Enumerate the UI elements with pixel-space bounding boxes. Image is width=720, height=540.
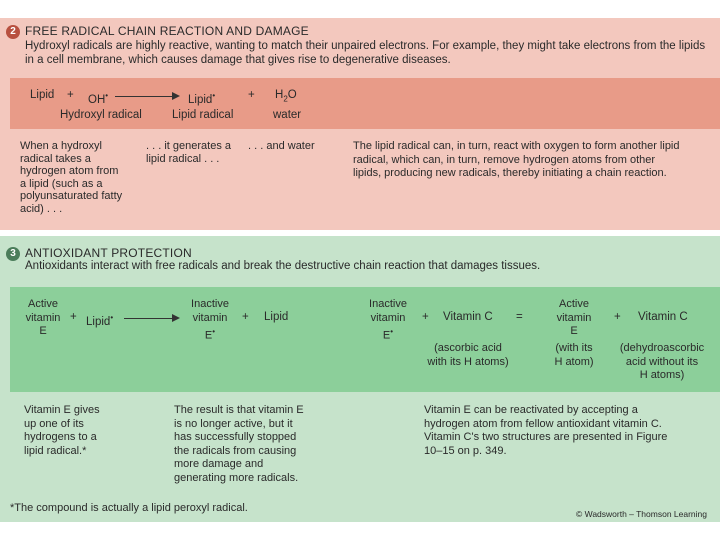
section-3-number: 3 (6, 247, 20, 261)
eq3-vitamin-c-2-note (612, 342, 712, 383)
eq3-active-vitamin-e-2 (548, 298, 600, 339)
eq3-line: vitamin (192, 311, 228, 324)
eq2-label-water: water (273, 109, 302, 121)
eq3-line: (ascorbic acid (434, 342, 502, 354)
note-line: When a hydroxyl (20, 140, 102, 152)
section-3-intro: Antioxidants interact with free radicals and break the destructive chain reaction that damages tissues. (25, 260, 541, 272)
radical-dot: • (390, 327, 394, 336)
eq3-line: E (39, 325, 47, 337)
note-line: acid) . . . (20, 202, 63, 215)
eq2-lipid: Lipid (30, 89, 55, 101)
eq3-line: (with its (555, 342, 593, 354)
eq3-vitamin-c-1: Vitamin C (443, 311, 493, 323)
eq2-plus-2: + (248, 89, 255, 101)
note-line: hydrogens to a (24, 431, 97, 443)
note-line: more damage and (174, 458, 264, 470)
note-line: lipid radical.* (24, 444, 87, 457)
eq3-line: vitamin (556, 311, 592, 324)
reaction-arrow-3 (124, 318, 178, 319)
eq3-line: with its H atoms) (427, 355, 509, 368)
section-3-heading: ANTIOXIDANT PROTECTION (25, 246, 192, 260)
eq3-line: Inactive (191, 298, 229, 310)
eq3-vitamin-c-1-note (420, 342, 516, 369)
eq3-line: vitamin (25, 311, 61, 324)
note-line: 10–15 on p. 349. (424, 444, 507, 457)
note-line: the radicals from causing (174, 444, 297, 457)
note-line: radical, which can, in turn, remove hydrogen atoms from other (353, 153, 656, 166)
note-line: Vitamin C's two structures are presented in Figure (424, 431, 668, 443)
note-line: polyunsaturated fatty (20, 190, 123, 202)
eq3-line: acid without its (625, 355, 699, 368)
eq3-line: Active (559, 298, 589, 310)
note-line: Vitamin E can be reactivated by accepting a (424, 404, 638, 416)
note-line: is no longer active, but it (174, 417, 293, 430)
reaction-arrow-2 (115, 96, 178, 97)
eq3-lipid: Lipid (264, 311, 289, 323)
section-2-intro-line2: in a cell membrane, which causes damage that gives rise to degenerative diseases. (25, 54, 451, 66)
note-line: hydrogen atom from (20, 165, 119, 177)
eq3-line: H atom) (554, 355, 594, 368)
eq3-plus-2: + (242, 311, 249, 323)
note-line: lipid radical . . . (146, 152, 220, 165)
note-line: . . . and water (248, 140, 315, 152)
eq3-inactive-vitamin-e-1 (184, 298, 236, 343)
eq2-plus-1: + (67, 89, 74, 101)
note-line: up one of its (24, 417, 84, 430)
note-line: radical takes a (20, 152, 91, 165)
eq3-line: vitamin (370, 311, 406, 324)
eq2-hydroxyl: OH• (88, 91, 109, 106)
eq3-line: E (204, 329, 213, 342)
section-2-heading: FREE RADICAL CHAIN REACTION AND DAMAGE (25, 24, 309, 38)
footnote: *The compound is actually a lipid peroxyl radical. (10, 502, 248, 514)
eq3-line: H atoms) (639, 369, 685, 381)
eq3-line: Inactive (369, 298, 407, 310)
eq3-plus-4: + (614, 311, 621, 323)
note-line: lipids, producing new radicals, thereby initiating a chain reaction. (353, 167, 667, 179)
eq2-label-lipid-radical: Lipid radical (172, 109, 234, 121)
note-line: The lipid radical can, in turn, react with oxygen to form another lipid (353, 140, 680, 152)
radical-dot: • (212, 327, 216, 336)
note-line: generating more radicals. (174, 471, 299, 484)
eq2-label-hydroxyl: Hydroxyl radical (60, 109, 142, 121)
eq2-water: $H_2O$ (275, 89, 297, 104)
note-line: The result is that vitamin E (174, 404, 304, 416)
eq3-line: E (570, 325, 578, 337)
note-line: . . . it generates a (146, 140, 231, 152)
eq3-plus-1: + (70, 311, 77, 323)
copyright-credit: © Wadsworth – Thomson Learning (576, 509, 707, 519)
eq3-line: E (382, 329, 391, 342)
note-line: a lipid (such as a (20, 177, 103, 190)
note-line: Vitamin E gives (24, 404, 100, 416)
eq3-vitamin-c-2: Vitamin C (638, 311, 688, 323)
note-line: hydrogen atom from fellow antioxidant vitamin C. (424, 417, 662, 430)
eq2-lipid-radical: Lipid• (188, 91, 216, 106)
eq3-plus-3: + (422, 311, 429, 323)
eq3-active-vitamin-e (20, 298, 66, 339)
eq3-lipid-radical: Lipid• (86, 313, 114, 328)
section-2-number: 2 (6, 25, 20, 39)
eq3-line: (dehydroascorbic (619, 342, 705, 354)
eq3-active-e-note (546, 342, 602, 369)
eq3-line: Active (28, 298, 58, 310)
note-line: has successfully stopped (174, 431, 297, 443)
eq3-equals: = (516, 311, 523, 323)
eq3-inactive-vitamin-e-2 (362, 298, 414, 343)
section-2-intro-line1: Hydroxyl radicals are highly reactive, wanting to match their unpaired electrons. For example, they might take electrons from the lipids (25, 40, 706, 52)
